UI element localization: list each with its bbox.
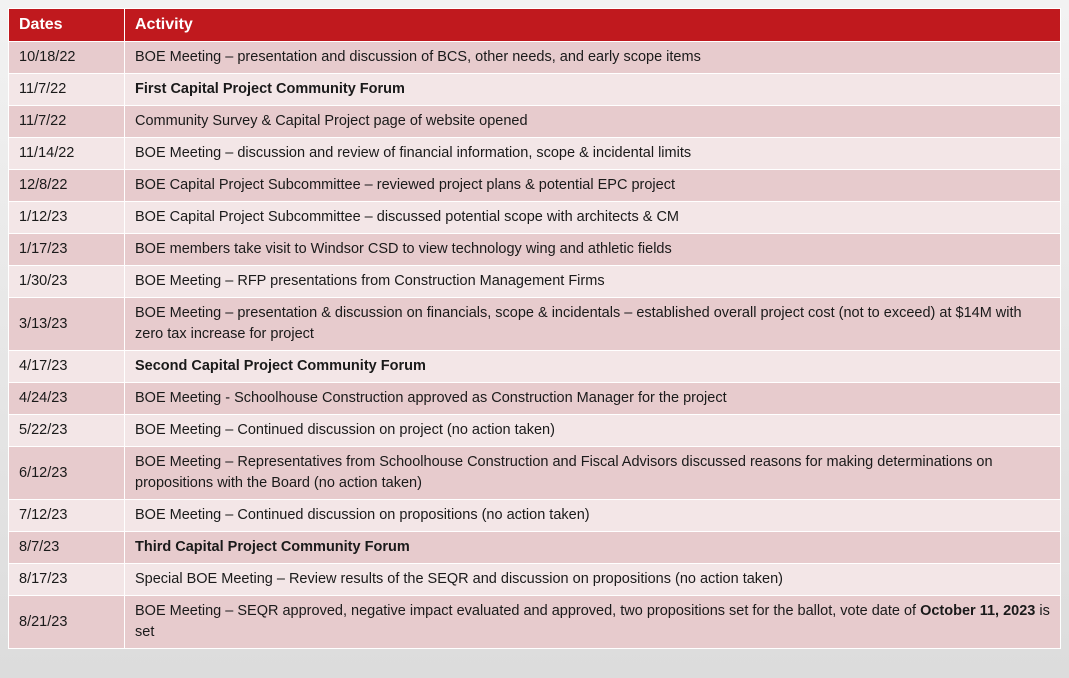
row-activity	[125, 500, 1061, 532]
row-date: 5/22/23	[9, 415, 125, 447]
table-row	[9, 415, 1061, 447]
table-row	[9, 74, 1061, 106]
table-row	[9, 42, 1061, 74]
activity-text: Third Capital Project Community Forum	[135, 539, 410, 555]
activity-text: Second Capital Project Community Forum	[135, 358, 426, 374]
activity-text: BOE Meeting – Continued discussion on project (no action taken)	[135, 422, 555, 438]
table-row	[9, 106, 1061, 138]
row-activity	[125, 266, 1061, 298]
row-activity	[125, 202, 1061, 234]
table-row	[9, 234, 1061, 266]
activity-text: BOE Meeting – RFP presentations from Construction Management Firms	[135, 273, 605, 289]
row-activity	[125, 74, 1061, 106]
row-date: 8/7/23	[9, 532, 125, 564]
row-activity	[125, 298, 1061, 351]
row-activity	[125, 106, 1061, 138]
activity-text: BOE Meeting – presentation and discussion of BCS, other needs, and early scope items	[135, 49, 701, 65]
activity-text-tail: is set	[135, 603, 1050, 640]
row-activity	[125, 564, 1061, 596]
row-date: 1/12/23	[9, 202, 125, 234]
table-row	[9, 170, 1061, 202]
activity-text: BOE Meeting – discussion and review of financial information, scope & incidental limits	[135, 145, 692, 161]
table-row	[9, 351, 1061, 383]
header-row	[9, 9, 1061, 42]
activity-text: BOE Meeting – Continued discussion on propositions (no action taken)	[135, 507, 590, 523]
table-body	[9, 42, 1061, 649]
row-date: 11/7/22	[9, 106, 125, 138]
table-row	[9, 383, 1061, 415]
header-activity: Activity	[125, 9, 1061, 42]
table-row	[9, 564, 1061, 596]
row-date: 12/8/22	[9, 170, 125, 202]
table-row	[9, 266, 1061, 298]
table-row	[9, 500, 1061, 532]
activity-text: Special BOE Meeting – Review results of the SEQR and discussion on propositions (no action taken)	[135, 571, 784, 587]
activity-text: BOE members take visit to Windsor CSD to view technology wing and athletic fields	[135, 241, 672, 257]
row-activity	[125, 138, 1061, 170]
activity-text: BOE Meeting – presentation & discussion on financials, scope & incidentals – established overall project cost (not to exceed) at $14M with zero tax increase for project	[135, 305, 1022, 342]
vote-date: October 11, 2023	[920, 603, 1036, 619]
row-date: 8/17/23	[9, 564, 125, 596]
table-row	[9, 138, 1061, 170]
row-date: 4/24/23	[9, 383, 125, 415]
row-activity	[125, 170, 1061, 202]
row-activity	[125, 42, 1061, 74]
activity-text: Community Survey & Capital Project page of website opened	[135, 113, 528, 129]
row-activity	[125, 383, 1061, 415]
table-header	[9, 9, 1061, 42]
activity-text: BOE Capital Project Subcommittee – discussed potential scope with architects & CM	[135, 209, 679, 225]
row-date: 1/17/23	[9, 234, 125, 266]
row-date: 8/21/23	[9, 596, 125, 649]
activity-text: BOE Meeting - Schoolhouse Construction approved as Construction Manager for the project	[135, 390, 727, 406]
row-date: 6/12/23	[9, 447, 125, 500]
row-date: 7/12/23	[9, 500, 125, 532]
table-row	[9, 298, 1061, 351]
table-row	[9, 596, 1061, 649]
activity-text: First Capital Project Community Forum	[135, 81, 405, 97]
row-activity	[125, 596, 1061, 649]
activity-text: BOE Meeting – SEQR approved, negative impact evaluated and approved, two propositions set for the ballot, vote date of	[135, 603, 921, 619]
row-date: 11/7/22	[9, 74, 125, 106]
table-row	[9, 447, 1061, 500]
timeline-table	[8, 8, 1061, 649]
row-date: 4/17/23	[9, 351, 125, 383]
activity-text: BOE Meeting – Representatives from Schoolhouse Construction and Fiscal Advisors discussed reasons for making determinations on propositions with the Board (no action taken)	[135, 454, 993, 491]
row-activity	[125, 415, 1061, 447]
header-dates: Dates	[9, 9, 125, 42]
table-row	[9, 202, 1061, 234]
row-date: 3/13/23	[9, 298, 125, 351]
row-activity	[125, 447, 1061, 500]
row-activity	[125, 351, 1061, 383]
activity-text: BOE Capital Project Subcommittee – reviewed project plans & potential EPC project	[135, 177, 675, 193]
row-date: 11/14/22	[9, 138, 125, 170]
table-row	[9, 532, 1061, 564]
row-date: 10/18/22	[9, 42, 125, 74]
row-activity	[125, 532, 1061, 564]
row-activity	[125, 234, 1061, 266]
row-date: 1/30/23	[9, 266, 125, 298]
